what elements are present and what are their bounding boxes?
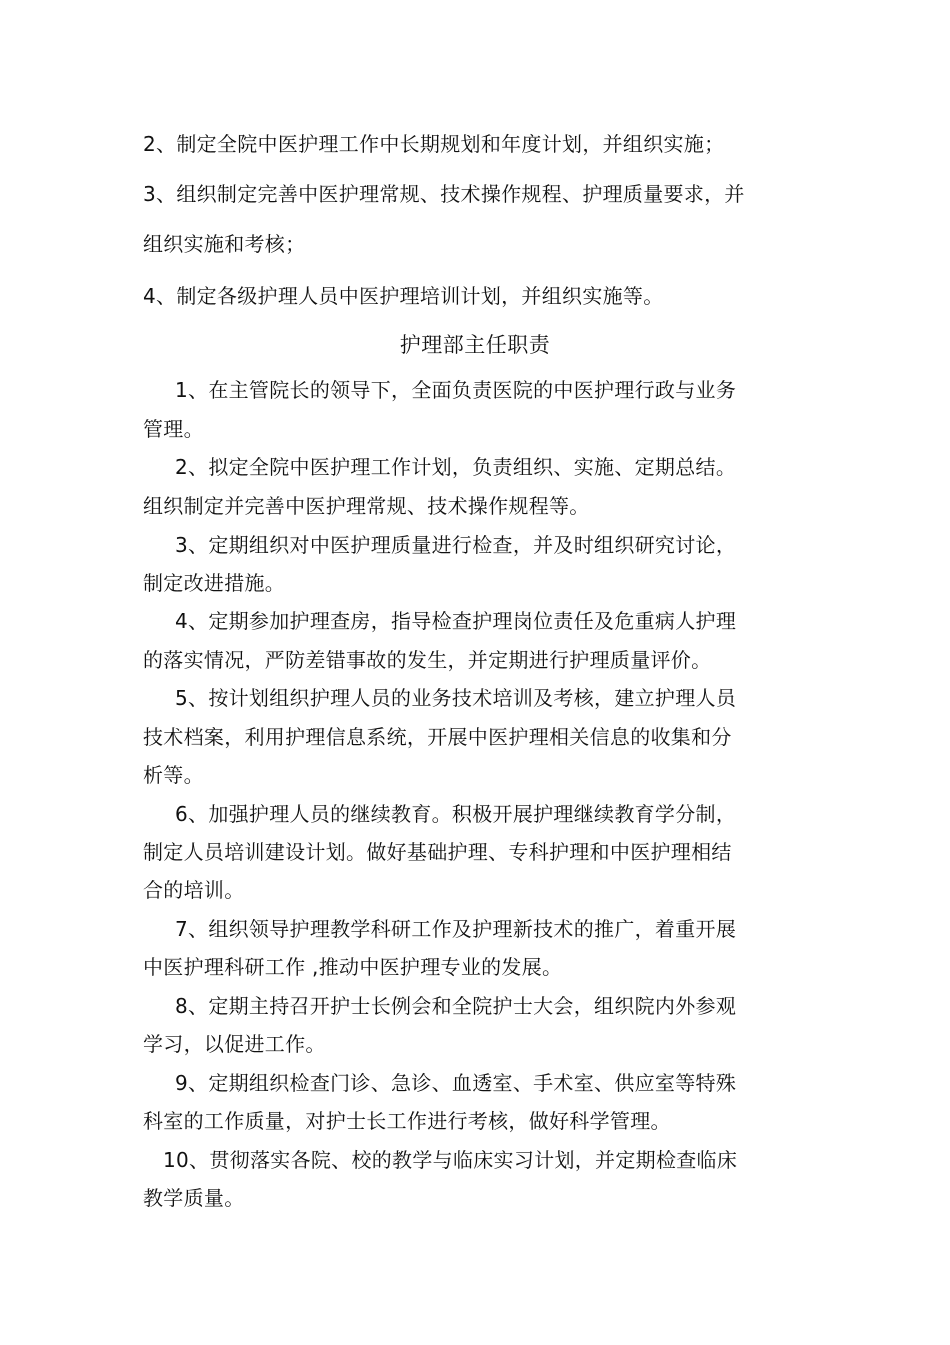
- duty-7-line-2: 中医护理科研工作 ,推动中医护理专业的发展。: [143, 955, 563, 979]
- duty-1-line-1: 1、在主管院长的领导下，全面负责医院的中医护理行政与业务: [175, 378, 737, 402]
- duty-4-line-2: 的落实情况，严防差错事故的发生，并定期进行护理质量评价。: [143, 648, 712, 672]
- intro-item-3-line-1: 3、组织制定完善中医护理常规、技术操作规程、护理质量要求，并: [143, 182, 745, 206]
- section-title: 护理部主任职责: [399, 333, 551, 357]
- duty-10-line-2: 教学质量。: [143, 1186, 245, 1210]
- duty-8-line-1: 8、定期主持召开护士长例会和全院护士大会，组织院内外参观: [175, 994, 737, 1018]
- duty-5-line-1: 5、按计划组织护理人员的业务技术培训及考核，建立护理人员: [175, 686, 737, 710]
- duty-5-line-2: 技术档案，利用护理信息系统，开展中医护理相关信息的收集和分: [143, 725, 732, 749]
- duty-8-line-2: 学习，以促进工作。: [143, 1032, 326, 1056]
- duty-4-line-1: 4、定期参加护理查房，指导检查护理岗位责任及危重病人护理: [175, 609, 737, 633]
- intro-item-2: 2、制定全院中医护理工作中长期规划和年度计划，并组织实施；: [143, 132, 725, 156]
- duty-3-line-1: 3、定期组织对中医护理质量进行检查，并及时组织研究讨论，: [175, 533, 737, 557]
- duty-7-line-1: 7、组织领导护理教学科研工作及护理新技术的推广，着重开展: [175, 917, 737, 941]
- duty-2-line-2: 组织制定并完善中医护理常规、技术操作规程等。: [143, 494, 590, 518]
- duty-6-line-2: 制定人员培训建设计划。做好基础护理、专科护理和中医护理相结: [143, 840, 732, 864]
- duty-6-line-3: 合的培训。: [143, 878, 245, 902]
- duty-9-line-2: 科室的工作质量，对护士长工作进行考核，做好科学管理。: [143, 1109, 671, 1133]
- intro-item-4: 4、制定各级护理人员中医护理培训计划，并组织实施等。: [143, 284, 664, 308]
- duty-1-line-2: 管理。: [143, 417, 204, 441]
- duty-2-line-1: 2、拟定全院中医护理工作计划，负责组织、实施、定期总结。: [175, 455, 737, 479]
- duty-10-line-1: 10、贯彻落实各院、校的教学与临床实习计划，并定期检查临床: [163, 1148, 738, 1172]
- duty-3-line-2: 制定改进措施。: [143, 571, 286, 595]
- duty-6-line-1: 6、加强护理人员的继续教育。积极开展护理继续教育学分制，: [175, 802, 737, 826]
- intro-item-3-line-2: 组织实施和考核；: [143, 232, 306, 256]
- duty-9-line-1: 9、定期组织检查门诊、急诊、血透室、手术室、供应室等特殊: [175, 1071, 737, 1095]
- duty-5-line-3: 析等。: [143, 763, 204, 787]
